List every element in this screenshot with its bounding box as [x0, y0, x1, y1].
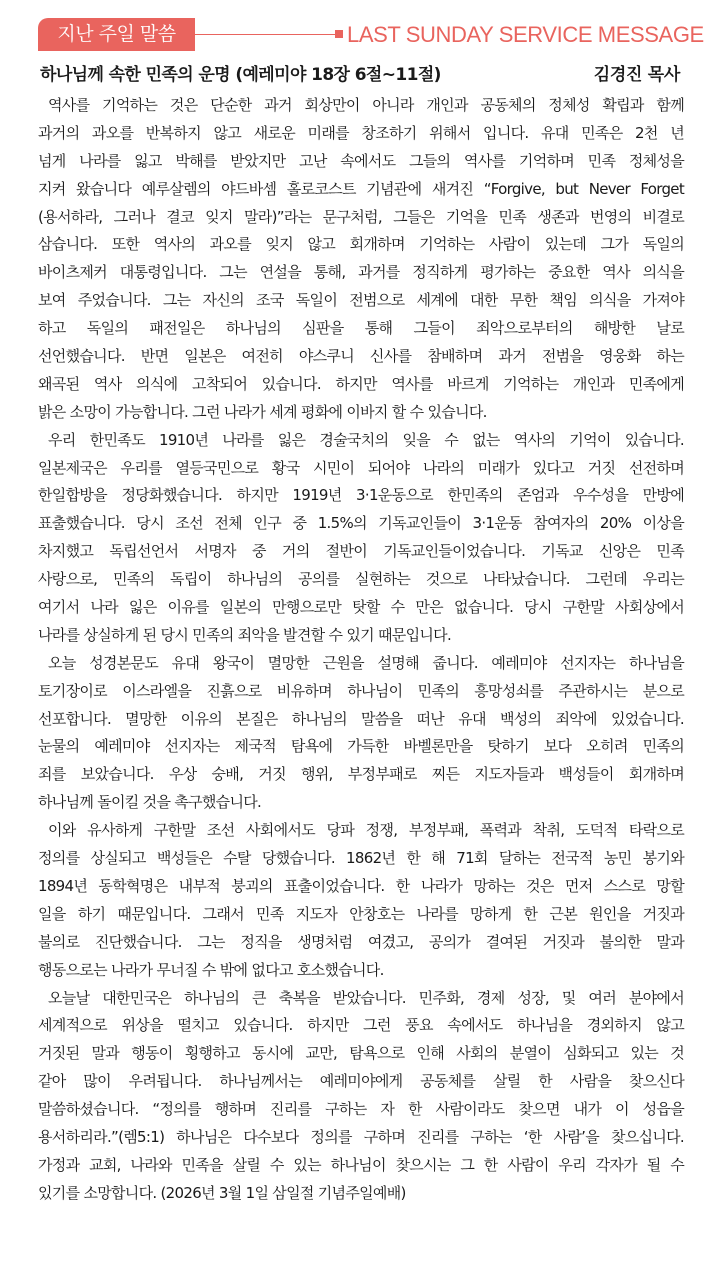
text-line: 사랑으로, 민족의 독립이 하나님의 공의를 실현하는 것으로 나타났습니다. 그런데 우리는 — [38, 570, 684, 589]
text-line: 밝은 소망이 가능합니다. 그런 나라가 세계 평화에 이바지 할 수 있습니다. — [38, 402, 487, 421]
text-line: 같아 많이 우려됩니다. 하나님께서는 예레미야에게 공동체를 살릴 한 사람을 찾으신다 — [38, 1072, 684, 1091]
text-line: 용서하리라.”(렘5:1) 하나님은 다수보다 정의를 구하며 진리를 구하는 ‘한 사람’을 찾으십니다. — [38, 1127, 684, 1146]
paragraph — [38, 92, 684, 427]
header-divider-line — [195, 34, 337, 35]
paragraph — [38, 650, 684, 817]
text-line: 넘게 나라를 잃고 박해를 받았지만 고난 속에서도 그들의 역사를 기억하며 민족 정체성을 — [38, 151, 684, 170]
text-line: 죄를 보았습니다. 우상 숭배, 거짓 행위, 부정부패로 찌든 지도자들과 백성들이 회개하며 — [38, 765, 684, 784]
text-line: 선언했습니다. 반면 일본은 여전히 야스쿠니 신사를 참배하며 과거 전범을 영웅화 하는 — [38, 347, 684, 366]
text-line: 일본제국은 우리를 열등국민으로 황국 시민이 되어야 나라의 미래가 있다고 거짓 선전하며 — [38, 458, 684, 477]
text-line: 오늘날 대한민국은 하나님의 큰 축복을 받았습니다. 민주화, 경제 성장, 및 여러 분야에서 — [48, 988, 684, 1007]
text-line: 오늘 성경본문도 유대 왕국이 멸망한 근원을 설명해 줍니다. 예레미야 선지자는 하나님을 — [48, 653, 684, 672]
text-line: 이와 유사하게 구한말 조선 사회에서도 당파 정쟁, 부정부패, 폭력과 착취, 도덕적 타락으로 — [48, 821, 684, 840]
text-line: 1894년 동학혁명은 내부적 붕괴의 표출이었습니다. 한 나라가 망하는 것은 먼저 스스로 망할 — [38, 876, 684, 895]
text-line: 불의로 진단했습니다. 그는 정직을 생명처럼 여겼고, 공의가 결여된 거짓과 불의한 말과 — [38, 932, 684, 951]
sermon-title: 하나님께 속한 민족의 운명 (예레미야 18장 6절~11절) — [40, 65, 441, 85]
text-line: 표출했습니다. 당시 조선 전체 인구 중 1.5%의 기독교인들이 3·1운동 참여자의 20% 이상을 — [38, 514, 684, 533]
text-line: 선포합니다. 멸망한 이유의 본질은 하나님의 말씀을 떠난 유대 백성의 죄악에 있었습니다. — [38, 709, 684, 728]
text-line: 여기서 나라 잃은 이유를 일본의 만행으로만 탓할 수 만은 없습니다. 당시 구한말 사회상에서 — [38, 598, 684, 617]
text-line: 역사를 기억하는 것은 단순한 과거 회상만이 아니라 개인과 공동체의 정체성 확립과 함께 — [48, 96, 684, 114]
text-line: 왜곡된 역사 의식에 고착되어 있습니다. 하지만 역사를 바르게 기억하는 개인과 민족에게 — [38, 374, 684, 393]
sermon-body — [38, 92, 684, 1208]
paragraph — [38, 427, 684, 650]
text-line: 토기장이로 이스라엘을 진흙으로 비유하며 하나님이 민족의 흥망성쇠를 주관하시는 분으로 — [38, 681, 684, 700]
text-line: 행동으로는 나라가 무너질 수 밖에 없다고 호소했습니다. — [38, 960, 384, 979]
text-line: 눈물의 예레미야 선지자는 제국적 탐욕에 가득한 바벨론만을 탓하기 보다 오히려 민족의 — [38, 737, 684, 756]
sermon-author: 김경진 목사 — [593, 65, 680, 85]
text-line: 과거의 과오를 반복하지 않고 새로운 미래를 창조하기 위해서 입니다. 유대 민족은 2천 년 — [38, 123, 684, 142]
text-line: 하고 독일의 패전일은 하나님의 심판을 통해 그들이 죄악으로부터의 해방한 날로 — [38, 319, 684, 338]
text-line: 보여 주었습니다. 그는 자신의 조국 독일이 전범으로 세계에 대한 무한 책임 의식을 가져야 — [38, 291, 684, 310]
text-line: 말씀하셨습니다. “정의를 행하며 진리를 구하는 자 한 사람이라도 찾으면 내가 이 성읍을 — [38, 1100, 684, 1119]
section-label-badge: 지난 주일 말씀 — [38, 18, 195, 51]
header-divider-square — [335, 30, 343, 38]
text-line: 세계적으로 위상을 떨치고 있습니다. 하지만 그런 풍요 속에서도 하나님을 경외하지 않고 — [38, 1016, 684, 1035]
text-line: 바이츠제커 대통령입니다. 그는 연설을 통해, 과거를 정직하게 평가하는 중요한 역사 의식을 — [38, 263, 684, 282]
text-line: 하나님께 돌이킬 것을 촉구했습니다. — [38, 793, 262, 812]
text-line: 나라를 상실하게 된 당시 민족의 죄악을 발견할 수 있기 때문입니다. — [38, 625, 452, 644]
paragraph — [38, 817, 684, 984]
paragraph — [38, 985, 684, 1208]
text-line: 차지했고 독립선언서 서명자 중 거의 절반이 기독교인들이었습니다. 기독교 신앙은 민족 — [38, 542, 684, 561]
text-line: (용서하라, 그러나 결코 잊지 말라)”라는 문구처럼, 그들은 기억을 민족 생존과 번영의 비결로 — [38, 207, 684, 226]
text-line: 한일합방을 정당화했습니다. 하지만 1919년 3·1운동으로 한민족의 존엄과 우수성을 만방에 — [38, 486, 684, 505]
text-line: 가정과 교회, 나라와 민족을 살릴 수 있는 하나님이 찾으시는 그 한 사람이 우리 각자가 될 수 — [38, 1155, 684, 1174]
text-line: 거짓된 말과 행동이 횡행하고 동시에 교만, 탐욕으로 인해 사회의 분열이 심화되고 있는 것 — [38, 1044, 684, 1063]
text-line: 정의를 상실되고 백성들은 수탈 당했습니다. 1862년 한 해 71회 달하는 전국적 농민 봉기와 — [38, 849, 684, 868]
english-section-title: LAST SUNDAY SERVICE MESSAGE — [347, 22, 704, 47]
text-line: 있기를 소망합니다. (2026년 3월 1일 삼일절 기념주일예배) — [38, 1183, 406, 1202]
text-line: 삼습니다. 또한 역사의 과오를 잊지 않고 회개하며 기억하는 사람이 있는데 그가 독일의 — [38, 235, 684, 254]
text-line: 일을 하기 때문입니다. 그래서 민족 지도자 안창호는 나라를 망하게 한 근본 원인을 거짓과 — [38, 904, 684, 923]
text-line: 지켜 왔습니다 예루살렘의 야드바셈 홀로코스트 기념관에 새겨진 “Forgive, but Never Forget — [38, 179, 684, 198]
text-line: 우리 한민족도 1910년 나라를 잃은 경술국치의 잊을 수 없는 역사의 기억이 있습니다. — [48, 430, 684, 449]
